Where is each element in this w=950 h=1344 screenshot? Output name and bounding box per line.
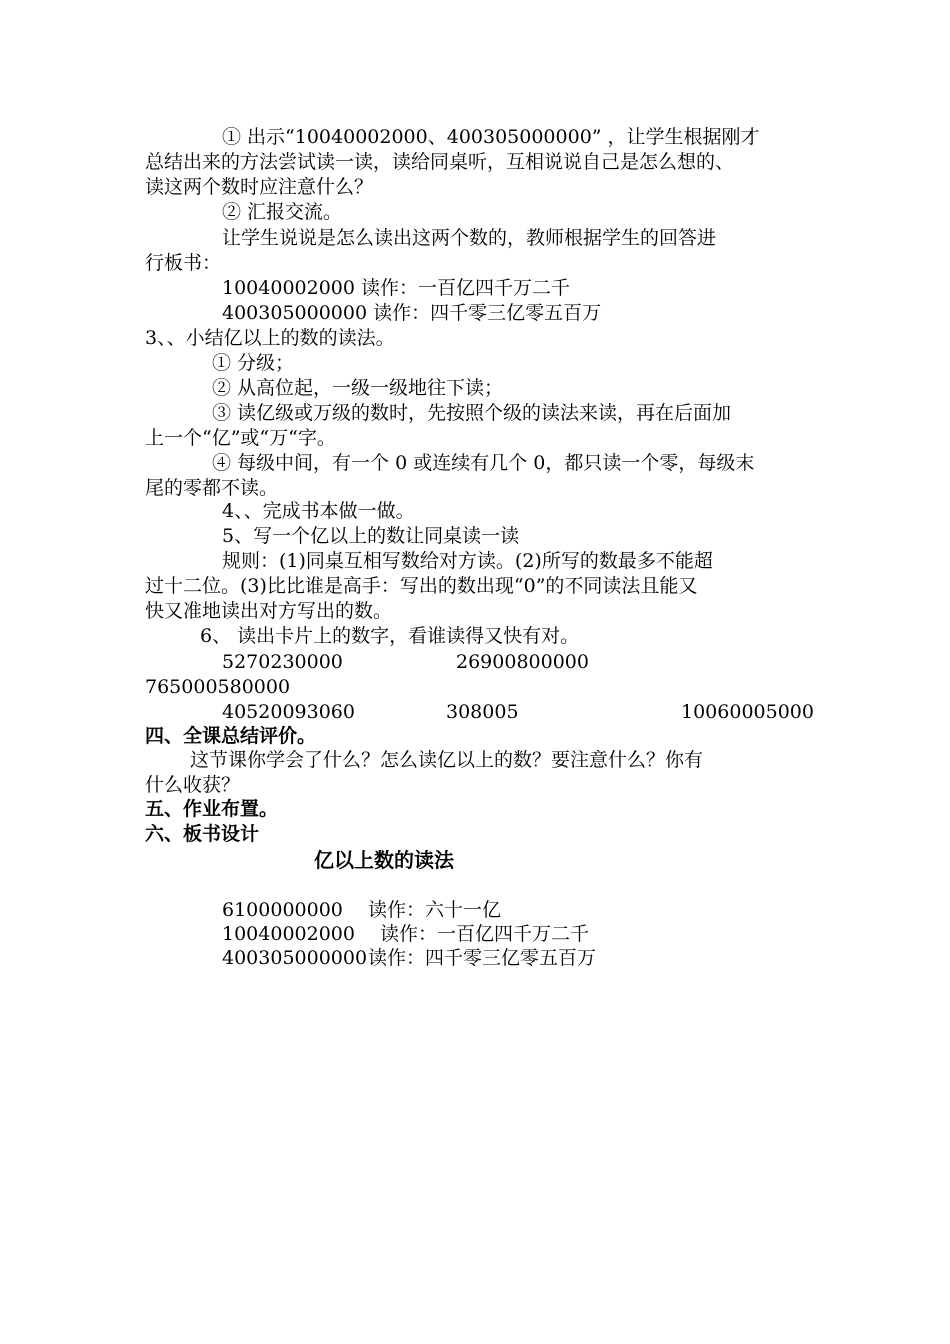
paragraph-line: 400305000000 读作：四千零三亿零五百万: [222, 302, 602, 324]
card-number: 40520093060: [222, 701, 355, 723]
paragraph-line: 3、、小结亿以上的数的读法。: [145, 327, 395, 349]
paragraph-line: ③ 读亿级或万级的数时，先按照个级的读法来读，再在后面加: [212, 402, 732, 424]
paragraph-line: 行板书：: [145, 252, 222, 274]
paragraph-line: 6、 读出卡片上的数字，看谁读得又快有对。: [200, 625, 580, 647]
board-number: 6100000000: [222, 899, 343, 921]
paragraph-line: ① 出示“10040002000、400305000000” ，让学生根据刚才: [222, 126, 760, 148]
paragraph-line: 规则：(1)同桌互相写数给对方读。(2)所写的数最多不能超: [222, 550, 713, 572]
card-number: 5270230000: [222, 651, 343, 673]
paragraph-line: 总结出来的方法尝试读一读，读给同桌听，互相说说自己是怎么想的、: [145, 151, 735, 173]
paragraph-line: 10040002000 读作：一百亿四千万二千: [222, 277, 571, 299]
section-heading: 六、板书设计: [145, 823, 260, 845]
board-number: 10040002000: [222, 923, 355, 945]
board-title: 亿以上数的读法: [314, 848, 454, 872]
board-number: 400305000000: [222, 947, 368, 969]
paragraph-line: 让学生说说是怎么读出这两个数的，教师根据学生的回答进: [222, 227, 717, 249]
paragraph-line: 读这两个数时应注意什么？: [145, 176, 374, 198]
paragraph-line: 这节课你学会了什么？怎么读亿以上的数？要注意什么？你有: [190, 749, 704, 771]
paragraph-line: 上一个“亿”或“万“字。: [145, 427, 336, 449]
paragraph-line: ④ 每级中间，有一个 0 或连续有几个 0，都只读一个零，每级末: [212, 452, 755, 474]
paragraph-line: 过十二位。(3)比比谁是高手：写出的数出现“0”的不同读法且能又: [145, 575, 698, 597]
board-reading: 读作：一百亿四千万二千: [380, 923, 590, 945]
section-heading: 四、全课总结评价。: [145, 725, 317, 747]
card-number: 26900800000: [456, 651, 589, 673]
paragraph-line: 4、、完成书本做一做。: [222, 500, 415, 522]
paragraph-line: ② 从高位起，一级一级地往下读；: [212, 377, 504, 399]
card-number: 10060005000: [681, 701, 814, 723]
paragraph-line: ② 汇报交流。: [222, 201, 343, 223]
card-number: 765000580000: [145, 676, 291, 698]
board-reading: 读作：四千零三亿零五百万: [368, 947, 597, 969]
card-number: 308005: [446, 701, 519, 723]
paragraph-line: 快又准地读出对方写出的数。: [145, 600, 393, 622]
section-heading: 五、作业布置。: [145, 798, 279, 820]
paragraph-line: 什么收获？: [145, 774, 241, 796]
paragraph-line: 尾的零都不读。: [145, 477, 279, 499]
board-reading: 读作：六十一亿: [368, 899, 502, 921]
paragraph-line: ① 分级；: [212, 352, 295, 374]
paragraph-line: 5、写一个亿以上的数让同桌读一读: [222, 525, 520, 547]
